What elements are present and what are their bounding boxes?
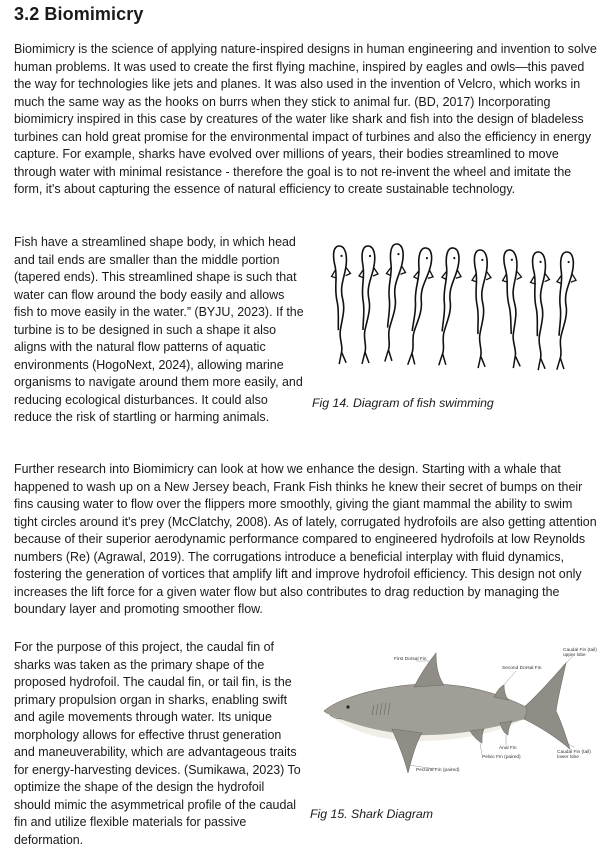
fish-6 xyxy=(471,250,494,369)
label-second-dorsal-fin: Second Dorsal Fin xyxy=(502,666,542,671)
label-caudal-upper-1: Caudal Fin (tail) xyxy=(563,648,597,653)
fish-5 xyxy=(436,247,463,366)
label-anal-fin: Anal Fin xyxy=(499,746,517,751)
section-heading: 3.2 Biomimicry xyxy=(14,4,144,24)
fish-8 xyxy=(529,251,554,370)
paragraph-fish-shape: Fish have a streamlined shape body, in which head and tail ends are smaller than the middle portion (tapered ends). This streamlined shape is such that water can flow around the body easily and allows fish to move easily in the water.” (BYJU, 2023). If the turbine is to be designed in such a shape it also aligns with the natural flow patterns of aquatic environments (HogoNext, 2024), allowing marine organisms to navigate around them more easily, and reducing ecological disturbances. It could also reduce the risk of startling or harming animals. xyxy=(14,235,304,424)
label-caudal-lower-2: lower lobe xyxy=(557,755,579,760)
fish-2 xyxy=(359,246,378,364)
label-pectoral-fin: Pectoral Fin (paired) xyxy=(416,768,460,773)
label-caudal-lower-1: Caudal Fin (tail) xyxy=(557,750,591,755)
fish-4 xyxy=(405,247,436,366)
shark-diagram xyxy=(304,645,600,785)
paragraph-further-research: Further research into Biomimicry can look at how we enhance the design. Starting with a whale that happened to wash up on a New Jersey beach, Frank Fish thinks he knew their secret of bumps on their fins causing water to flow over the flippers more smoothly, giving the giant mammal the ability to swim tight circles around it's prey (McClatchy, 2008). As of lately, corrugated hydrofoils are also getting attention because of their superior aerodynamic performance compared to engineered hydrofoils at low Reynolds numbers (Re) (Agrawal, 2019). The corrugations introduce a beneficial interplay with fluid dynamics, fostering the generation of vortices that amplify lift and improve hydrofoil efficiency. This design not only increases the lift force for a given water flow but also contributes to drag reduction by managing the boundary layer and promoting smoother flow. xyxy=(14,462,597,616)
fish-swimming-diagram xyxy=(316,234,586,394)
label-caudal-upper-2: upper lobe xyxy=(563,653,586,658)
paragraph-biomimicry-intro: Biomimicry is the science of applying nature-inspired designs in human engineering and invention to solve human problems. It was used to create the first flying machine, inspired by eagles and owls—this paved the way for technologies like jets and planes. It was also used in the invention of Velcro, which works in much the same way as the hooks on burrs when they stick to animal fur. (BD, 2017) Incorporating biomimicry inspired in this case by creatures of the water like shark and fish into the design of bladeless turbines can hold great promise for the environmental impact of turbines and also the efficiency in energy capture. For example, sharks have evolved over millions of years, their bodies streamlined to move through water with minimal resistance - therefore the goal is to not re-invent the wheel and imitate the form, it's about capturing the essence of natural efficiency to create sustainable technology. xyxy=(14,42,597,196)
label-first-dorsal-fin: First Dorsal Fin xyxy=(394,657,427,662)
figure-15-caption: Fig 15. Shark Diagram xyxy=(310,807,434,821)
fish-3 xyxy=(382,244,407,363)
fish-9 xyxy=(554,252,577,371)
figure-14-caption: Fig 14. Diagram of fish swimming xyxy=(312,396,494,410)
fish-1 xyxy=(330,245,355,364)
label-pelvic-fin: Pelvic Fin (paired) xyxy=(482,755,521,760)
shark-illustration xyxy=(324,653,570,773)
paragraph-caudal-fin: For the purpose of this project, the caudal fin of sharks was taken as the primary shape of the proposed hydrofoil. The caudal fin, or tail fin, is the primary propulsion organ in sharks, enabling swift and agile movements through water. Its unique morphology allows for effective thrust generation and maneuverability, which are advantageous traits for energy-harvesting devices. (Sumikawa, 2023) To optimize the shape of the design the hydrofoil should mimic the asymmetrical profile of the caudal fin and utilize flexible materials for passive deformation. xyxy=(14,640,301,847)
fish-7 xyxy=(500,249,529,368)
